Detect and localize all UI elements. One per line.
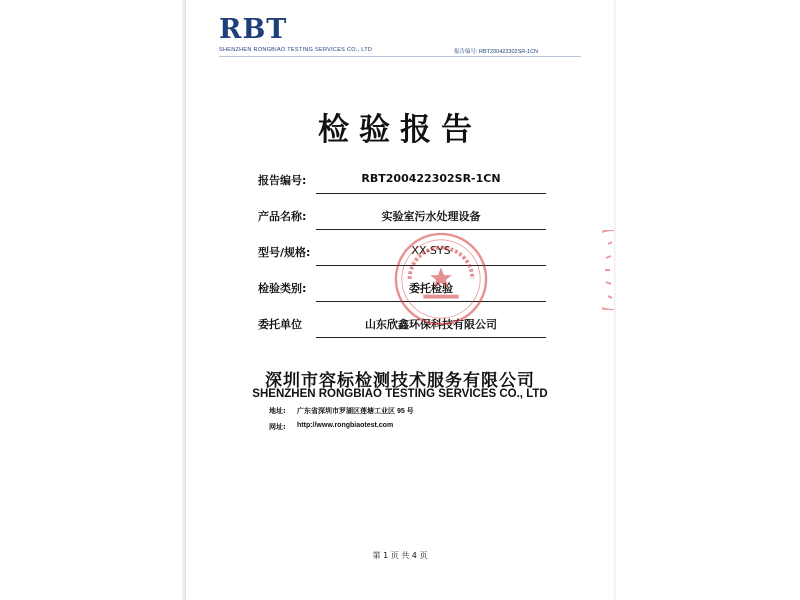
- website-label: 网址:: [269, 423, 286, 431]
- website-value: http://www.rongbiaotest.com: [297, 422, 394, 429]
- rbt-logo: RBT: [219, 14, 288, 45]
- field-value-inspection-type: 委托检验: [409, 282, 453, 295]
- field-underline: [316, 337, 546, 338]
- red-seal-stamp-icon: [392, 230, 490, 328]
- field-label-model: 型号/规格:: [258, 246, 311, 259]
- report-page: [186, 0, 614, 600]
- company-name-en: SHENZHEN RONGBIAO TESTING SERVICES CO., LTD: [252, 388, 548, 400]
- company-name-cn: 深圳市容标检测技术服务有限公司: [265, 371, 535, 391]
- header-company-name: SHENZHEN RONGBIAO TESTING SERVICES CO., LTD: [219, 47, 373, 53]
- field-value-product-name: 实验室污水处理设备: [381, 210, 481, 223]
- field-underline: [316, 193, 546, 194]
- address-value: 广东省深圳市罗湖区莲塘工业区 95 号: [297, 408, 414, 415]
- field-value-model: XX-SYS: [411, 244, 451, 257]
- edge-seal-stamp-icon: [602, 230, 614, 310]
- address-label: 地址:: [269, 407, 286, 415]
- header-report-number: 报告编号: RBT200422302SR-1CN: [454, 49, 539, 55]
- field-label-report-number: 报告编号:: [258, 174, 307, 187]
- field-label-product-name: 产品名称:: [258, 210, 307, 223]
- page-number-footer: 第 1 页 共 4 页: [372, 551, 428, 560]
- field-value-report-number: RBT200422302SR-1CN: [361, 172, 501, 185]
- field-label-inspection-type: 检验类别:: [258, 282, 307, 295]
- page-title: 检验报告: [318, 112, 482, 148]
- header-divider: [219, 56, 581, 57]
- field-label-client: 委托单位: [258, 318, 302, 331]
- field-value-client: 山东欣鑫环保科技有限公司: [365, 318, 497, 331]
